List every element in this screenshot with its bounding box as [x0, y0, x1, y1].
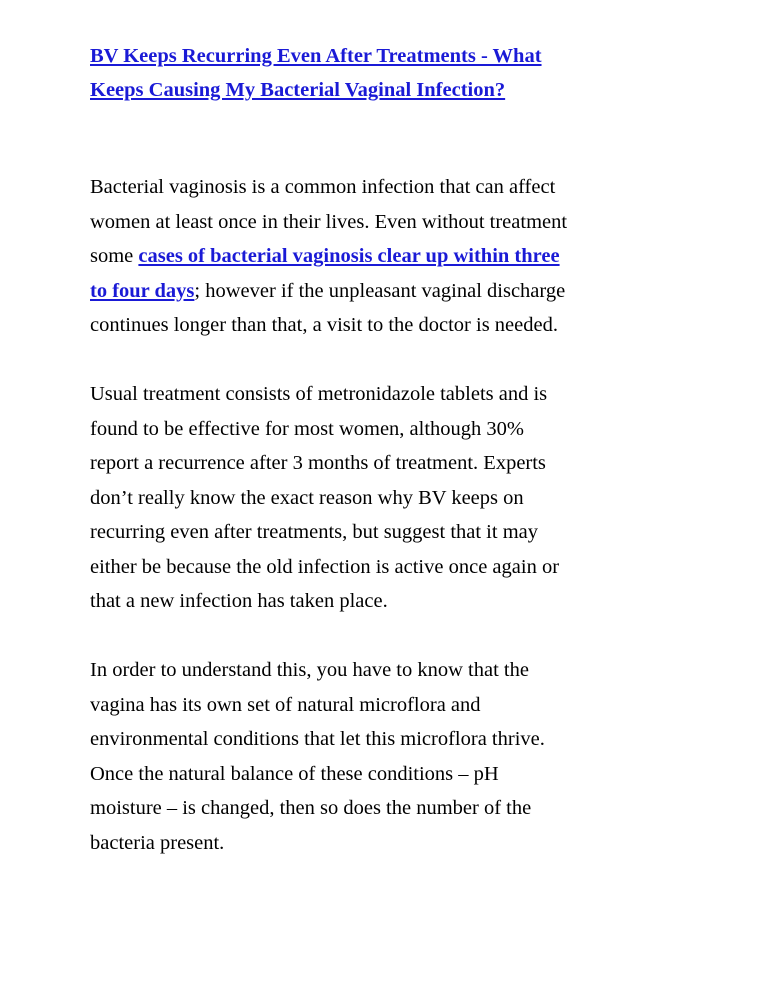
paragraph-line: found to be effective for most women, although 30%	[90, 417, 525, 440]
paragraph-line: don’t really know the exact reason why BV keeps on	[90, 486, 524, 509]
paragraph-line	[90, 239, 690, 274]
paragraph-line: either be because the old infection is active once again or	[90, 555, 560, 578]
paragraph-text: some	[90, 245, 139, 267]
title-line-2[interactable]: Keeps Causing My Bacterial Vaginal Infection?	[90, 79, 506, 101]
title-line-1[interactable]: BV Keeps Recurring Even After Treatments - What	[90, 45, 542, 67]
document-title-link[interactable]	[90, 39, 690, 107]
paragraph-line: women at least once in their lives. Even without treatment	[90, 210, 568, 233]
paragraph-line: recurring even after treatments, but suggest that it may	[90, 521, 538, 543]
paragraph-line: In order to understand this, you have to know that the	[90, 659, 529, 681]
paragraph-microflora	[90, 653, 690, 860]
document-page	[90, 39, 690, 860]
paragraph-line	[90, 274, 690, 309]
paragraph-line: report a recurrence after 3 months of treatment. Experts	[90, 452, 546, 474]
paragraph-line: continues longer than that, a visit to the doctor is needed.	[90, 314, 558, 336]
paragraph-line: Bacterial vaginosis is a common infection that can affect	[90, 176, 556, 198]
paragraph-treatment	[90, 377, 690, 619]
paragraph-line: Usual treatment consists of metronidazole tablets and is	[90, 383, 548, 405]
paragraph-line: bacteria present.	[90, 831, 225, 854]
paragraph-line: environmental conditions that let this microflora thrive.	[90, 728, 545, 750]
paragraph-line: vagina has its own set of natural microflora and	[90, 693, 481, 716]
paragraph-text: ; however if the unpleasant vaginal discharge	[194, 279, 566, 302]
paragraph-line: Once the natural balance of these conditions – pH	[90, 762, 499, 785]
paragraph-line: moisture – is changed, then so does the number of the	[90, 797, 532, 819]
bv-duration-link-continued[interactable]: to four days	[90, 279, 195, 302]
paragraph-intro	[90, 170, 690, 343]
paragraph-line: that a new infection has taken place.	[90, 590, 388, 612]
bv-duration-link[interactable]: cases of bacterial vaginosis clear up within three	[138, 245, 560, 267]
